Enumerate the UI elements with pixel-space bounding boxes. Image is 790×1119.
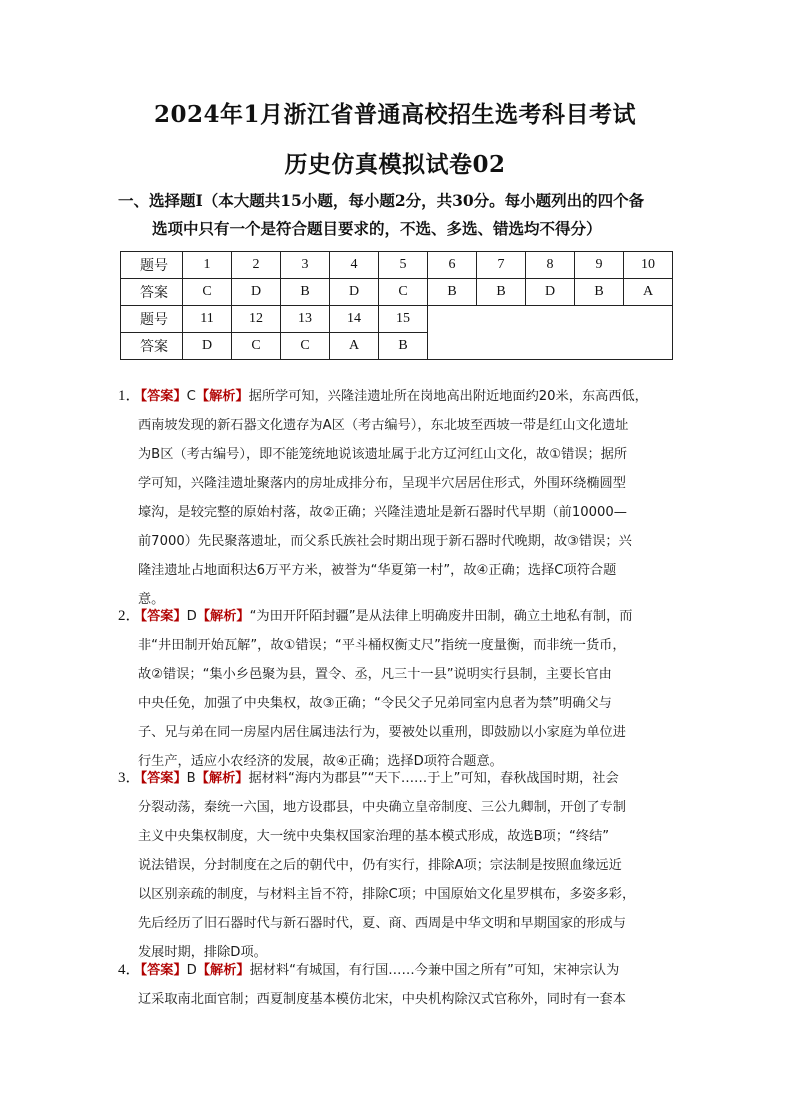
answer-cell: C	[281, 333, 330, 360]
table-header-cell: 题号	[121, 252, 183, 279]
question-number-cell: 5	[379, 252, 428, 279]
explanation-text: 以区别亲疏的制度，与材料主旨不符，排除C项；中国原始文化星罗棋布，多姿多彩，	[138, 887, 636, 902]
answer-letter: C	[186, 389, 196, 404]
table-header-cell: 答案	[121, 279, 183, 306]
explanation-text: 发展时期，排除D项。	[138, 945, 267, 960]
answer-cell: C	[183, 279, 232, 306]
explanation-text: 分裂动荡，秦统一六国，地方设郡县，中央确立皇帝制度、三公九卿制，开创了专制	[138, 800, 626, 815]
question-number-cell: 13	[281, 306, 330, 333]
answer-explanation-3	[118, 764, 683, 967]
explanation-text: “为田开阡陌封疆”是从法律上明确废井田制，确立土地私有制，而	[249, 609, 633, 624]
explanation-text: 学可知，兴隆洼遗址聚落内的房址成排分布，呈现半穴居居住形式，外围环绕椭圆型	[138, 476, 626, 491]
question-number-cell: 1	[183, 252, 232, 279]
explanation-text: 中央任免，加强了中央集权，故③正确；“令民父子兄弟同室内息者为禁”明确父与	[138, 696, 612, 711]
section-heading-line2: 选项中只有一个是符合题目要求的，不选、多选、错选均不得分）	[152, 219, 602, 238]
section-heading-line1: 一、选择题Ⅰ（本大题共15小题，每小题2分，共30分。每小题列出的四个备	[118, 191, 645, 210]
item-number: 3．	[118, 770, 141, 786]
question-number-cell: 2	[232, 252, 281, 279]
explanation-text: 故②错误；“集小乡邑聚为县，置令、丞，凡三十一县”说明实行县制，主要长官由	[138, 667, 612, 682]
answer-cell: A	[330, 333, 379, 360]
answer-cell: C	[232, 333, 281, 360]
answer-tag: 【答案】	[140, 609, 187, 624]
answer-explanation-4	[118, 956, 683, 1014]
question-number-cell: 11	[183, 306, 232, 333]
question-number-cell: 4	[330, 252, 379, 279]
answer-letter: B	[186, 771, 196, 786]
answer-cell: C	[379, 279, 428, 306]
explanation-text: 壕沟，是较完整的原始村落，故②正确；兴隆洼遗址是新石器时代早期（前10000—	[138, 505, 627, 520]
table-row	[121, 252, 673, 279]
explanation-text: 前7000）先民聚落遗址，而父系氏族社会时期出现于新石器时代晚期，故③错误；兴	[138, 534, 632, 549]
answer-tag: 【答案】	[140, 389, 187, 404]
analysis-tag: 【解析】	[195, 389, 249, 404]
answer-cell: B	[477, 279, 526, 306]
answer-letter: D	[186, 963, 197, 978]
question-number-cell: 9	[575, 252, 624, 279]
question-number-cell: 10	[624, 252, 673, 279]
question-number-cell: 8	[526, 252, 575, 279]
answer-explanation-2	[118, 602, 683, 776]
question-number-cell: 7	[477, 252, 526, 279]
explanation-text: 非“井田制开始瓦解”，故①错误；“平斗桶权衡丈尺”指统一度量衡，而非统一货币，	[138, 638, 626, 653]
answer-letter: D	[186, 609, 197, 624]
table-header-cell: 答案	[121, 333, 183, 360]
question-number-cell: 14	[330, 306, 379, 333]
explanation-text: 说法错误，分封制度在之后的朝代中，仍有实行，排除A项；宗法制是按照血缘远近	[138, 858, 622, 873]
answer-cell: B	[428, 279, 477, 306]
exam-title-line1: 2024年1月浙江省普通高校招生选考科目考试	[153, 101, 637, 128]
explanation-text: 行生产，适应小农经济的发展，故④正确；选择D项符合题意。	[138, 754, 503, 769]
explanation-text: 西南坡发现的新石器文化遗存为A区（考古编号），东北坡至西坡一带是红山文化遗址	[138, 418, 629, 433]
answer-cell: B	[575, 279, 624, 306]
item-number: 1．	[118, 388, 141, 404]
answer-tag: 【答案】	[140, 963, 187, 978]
analysis-tag: 【解析】	[196, 963, 250, 978]
answer-cell: B	[379, 333, 428, 360]
item-number: 4．	[118, 962, 141, 978]
item-number: 2．	[118, 608, 141, 624]
explanation-text: 隆洼遗址占地面积达6万平方米，被誉为“华夏第一村”，故④正确；选择C项符合题	[138, 563, 617, 578]
explanation-text: 先后经历了旧石器时代与新石器时代，夏、商、西周是中华文明和早期国家的形成与	[138, 916, 626, 931]
explanation-text: 主义中央集权制度，大一统中央集权国家治理的基本模式形成，故选B项；“终结”	[138, 829, 610, 844]
answer-cell: A	[624, 279, 673, 306]
explanation-text: 辽采取南北面官制；西夏制度基本模仿北宋，中央机构除汉式官称外，同时有一套本	[138, 992, 626, 1007]
exam-title-line2: 历史仿真模拟试卷02	[284, 151, 506, 178]
answer-table	[120, 251, 673, 360]
table-header-cell: 题号	[121, 306, 183, 333]
table-row	[121, 279, 673, 306]
explanation-text: 据材料“海内为郡县”“天下……于上”可知，春秋战国时期，社会	[248, 771, 619, 786]
answer-cell: D	[330, 279, 379, 306]
explanation-text: 据材料“有城国，有行国……今兼中国之所有”可知，宋神宗认为	[249, 963, 620, 978]
answer-cell: D	[526, 279, 575, 306]
table-row	[121, 306, 673, 333]
explanation-text: 为B区（考古编号），即不能笼统地说该遗址属于北方辽河红山文化，故①错误；据所	[138, 447, 628, 462]
question-number-cell: 12	[232, 306, 281, 333]
question-number-cell: 15	[379, 306, 428, 333]
answer-explanation-1	[118, 382, 683, 614]
analysis-tag: 【解析】	[195, 771, 249, 786]
answer-cell: D	[183, 333, 232, 360]
answer-cell: B	[281, 279, 330, 306]
question-number-cell: 3	[281, 252, 330, 279]
answer-cell: D	[232, 279, 281, 306]
answer-tag: 【答案】	[140, 771, 187, 786]
question-number-cell: 6	[428, 252, 477, 279]
explanation-text: 子、兄与弟在同一房屋内居住属违法行为，要被处以重刑，即鼓励以小家庭为单位进	[138, 725, 626, 740]
analysis-tag: 【解析】	[196, 609, 250, 624]
empty-merged-cell	[428, 306, 673, 360]
explanation-text: 意。	[138, 592, 165, 607]
explanation-text: 据所学可知，兴隆洼遗址所在岗地高出附近地面约20米，东高西低，	[248, 389, 648, 404]
